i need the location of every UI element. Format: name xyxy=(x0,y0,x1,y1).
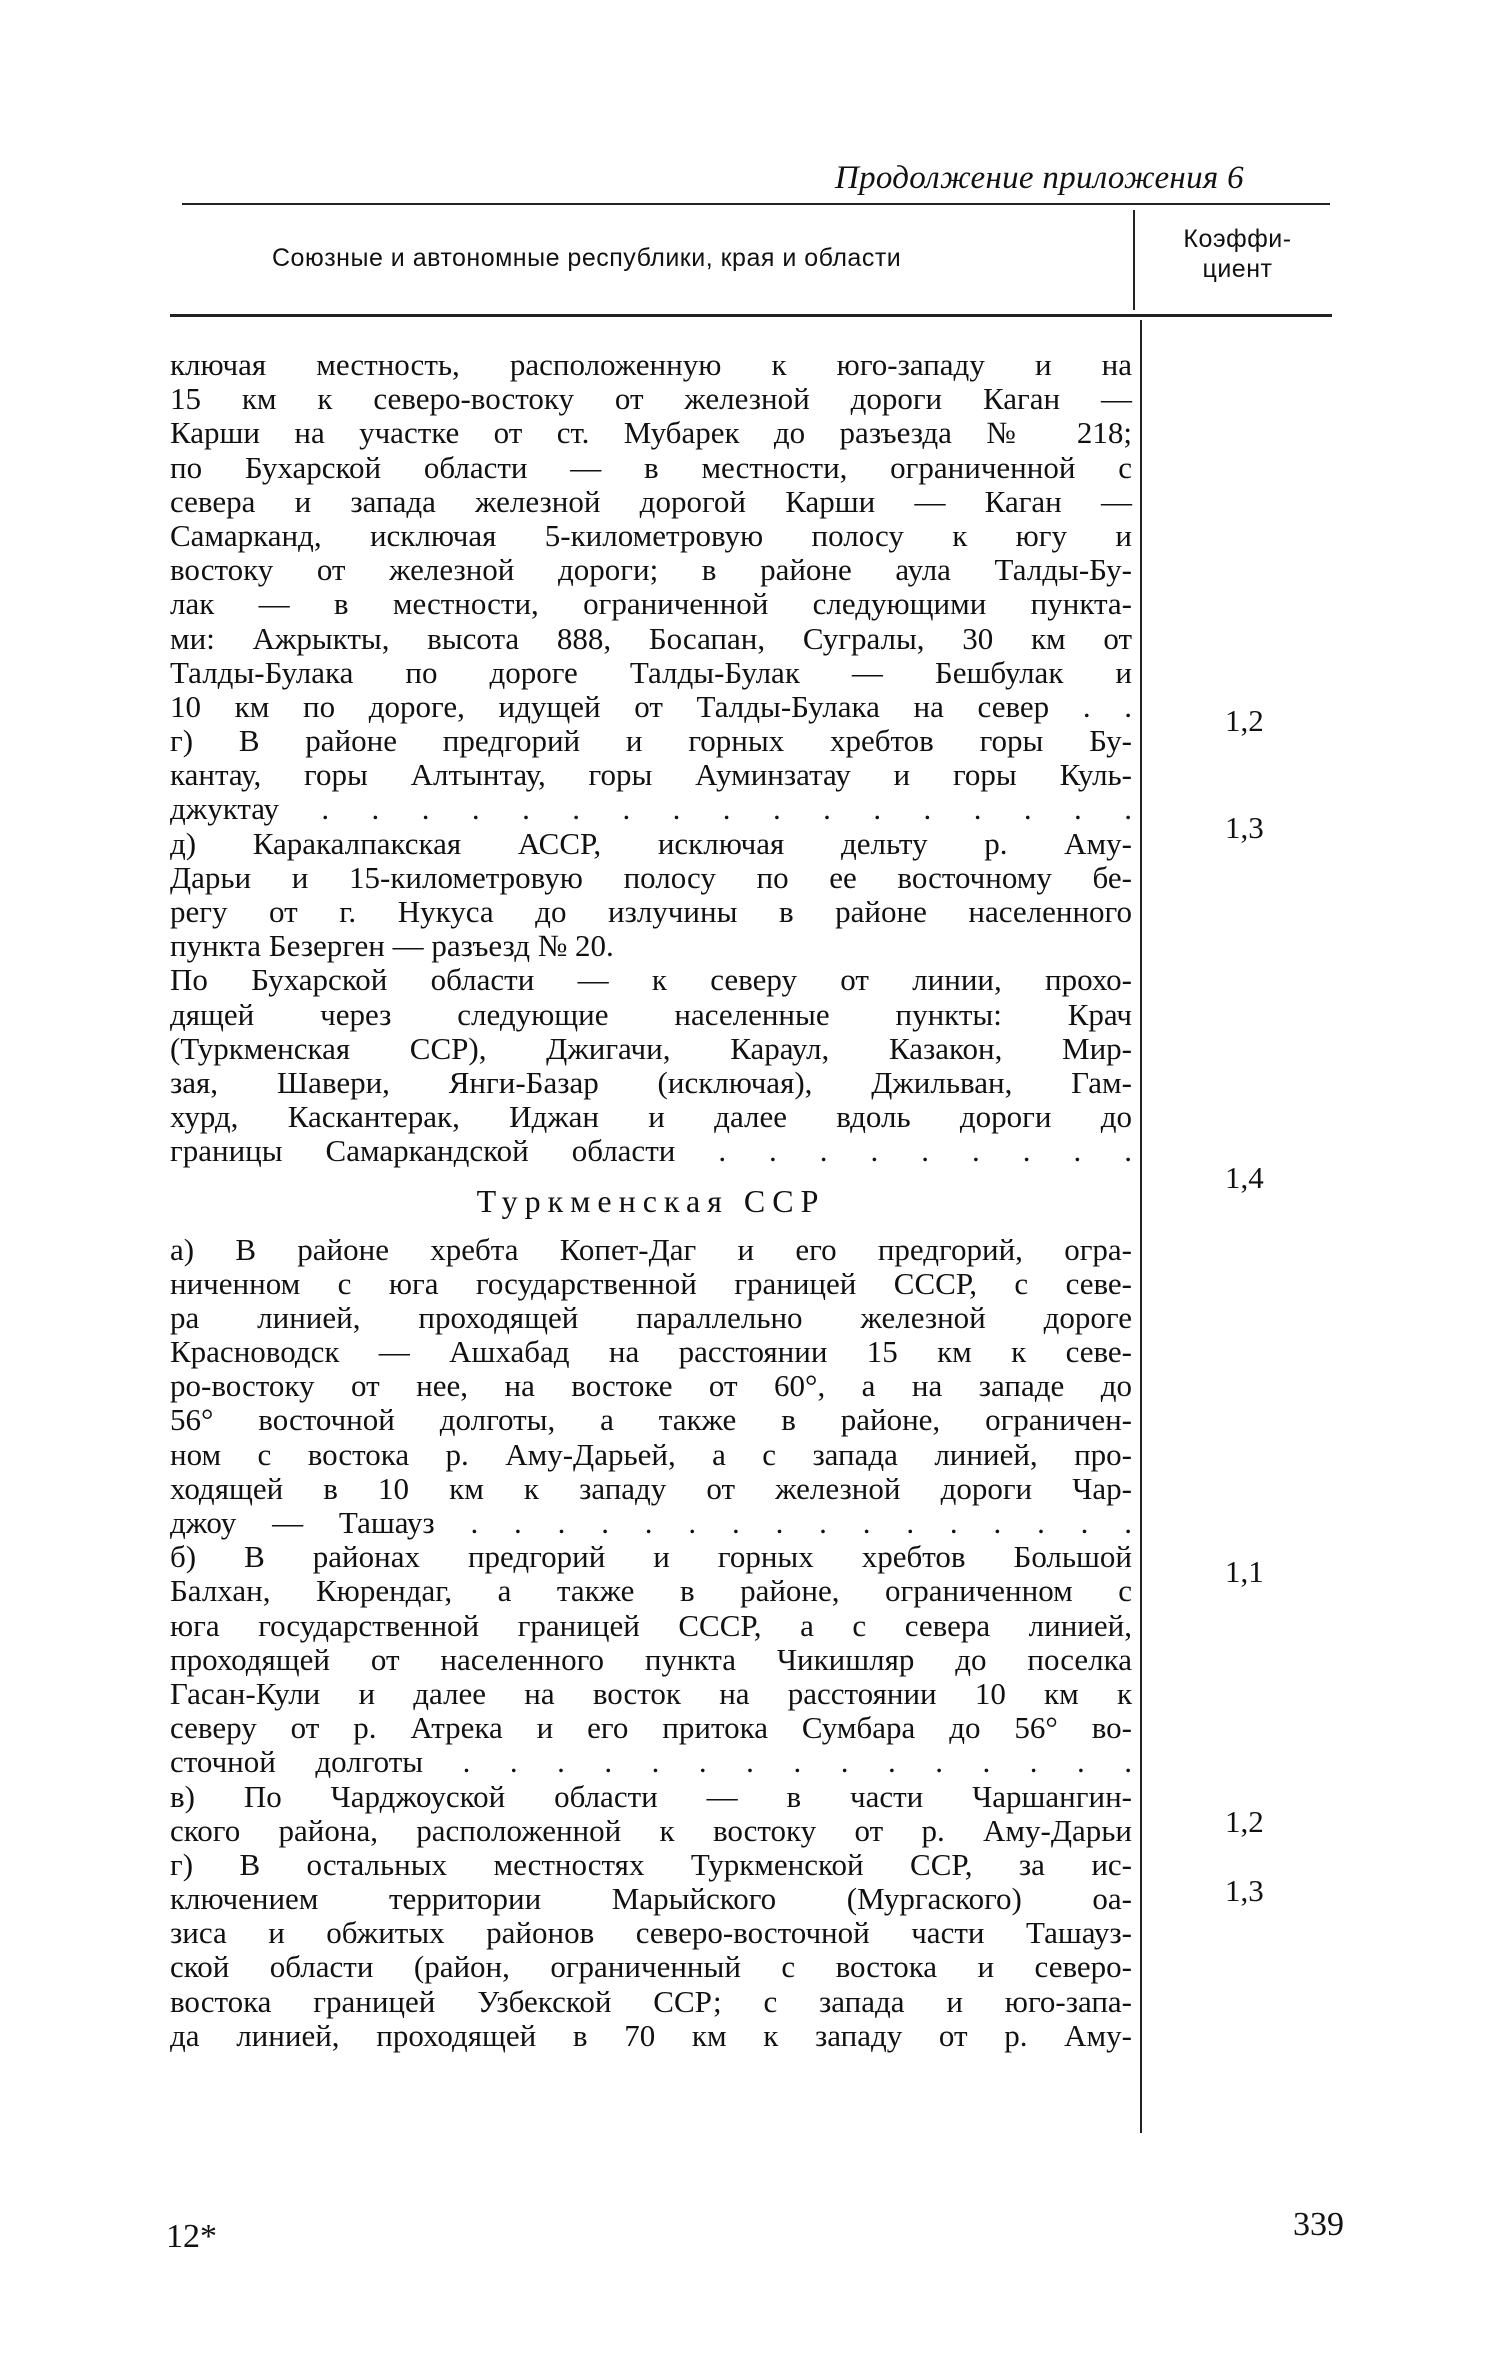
table-body-text xyxy=(170,348,1132,2053)
text-line: ми: Ажрыкты, высота 888, Босапан, Сугралы, 30 км от xyxy=(170,620,1132,656)
text-line: лак — в местности, ограниченной следующими пункта- xyxy=(170,586,1132,622)
table-header-rule xyxy=(170,314,1332,317)
text-line: ходящей в 10 км к западу от железной дороги Чар- xyxy=(170,1470,1132,1506)
text-line: ского района, расположенной к востоку от р. Аму-Дарьи xyxy=(170,1812,1132,1848)
text-line: по Бухарской области — в местности, ограниченной с xyxy=(170,449,1132,485)
text-line: ключением территории Марыйского (Мургаского) оа- xyxy=(170,1881,1132,1917)
column-header-coefficient xyxy=(1150,224,1325,284)
text-line: ключая местность, расположенную к юго-западу и на xyxy=(170,347,1132,382)
text-line: северу от р. Атрека и его притока Сумбара до 56° во- xyxy=(170,1710,1132,1746)
text-line: ро-востоку от нее, на востоке от 60°, а на западе до xyxy=(170,1368,1132,1404)
text-line: востоку от железной дороги; в районе аула Талды-Бу- xyxy=(170,552,1132,588)
text-line: г) В остальных местностях Туркменской ССР, за ис- xyxy=(170,1846,1132,1882)
text-line: Гасан-Кули и далее на восток на расстоянии 10 км к xyxy=(170,1675,1132,1711)
section-heading-turkmen-ssr: Туркменская ССР xyxy=(476,1182,826,1219)
body-column-divider xyxy=(1140,320,1142,2133)
text-line: д) Каракалпакская АССР, исключая дельту р. Аму- xyxy=(170,825,1132,861)
text-line: ниченном с юга государственной границей СССР, с севе- xyxy=(170,1265,1132,1301)
coefficient-value: 1,4 xyxy=(1225,1160,1264,1195)
text-line: По Бухарской области — к северу от линии, прохо- xyxy=(170,962,1132,998)
text-line: кантау, горы Алтынтау, горы Ауминзатау и горы Куль- xyxy=(170,757,1132,793)
text-line: ской области (район, ограниченный с востока и северо- xyxy=(170,1949,1132,1985)
text-line: Карши на участке от ст. Мубарек до разъезда № 218; xyxy=(170,415,1132,451)
text-line: 56° восточной долготы, а также в районе, ограничен- xyxy=(170,1402,1132,1438)
text-line: Талды-Булака по дороге Талды-Булак — Бешбулак и xyxy=(170,654,1132,690)
coefficient-value: 1,3 xyxy=(1225,1873,1264,1908)
table-top-rule xyxy=(182,203,1330,205)
text-line: 15 км к северо-востоку от железной дороги Каган — xyxy=(170,381,1132,417)
page-number: 339 xyxy=(1293,2206,1344,2243)
text-line: ном с востока р. Аму-Дарьей, а с запада линией, про- xyxy=(170,1436,1132,1472)
text-line: сточной долготы . . . . . . . . . . . . . . . xyxy=(170,1744,1132,1780)
text-line: зая, Шавери, Янги-Базар (исключая), Джильван, Гам- xyxy=(170,1064,1132,1100)
coefficient-value: 1,2 xyxy=(1225,1804,1264,1839)
text-line: проходящей от населенного пункта Чикишляр до поселка xyxy=(170,1641,1132,1677)
continuation-header: Продолжение приложения 6 xyxy=(835,160,1244,196)
text-line: востока границей Узбекской ССР; с запада и юго-запа- xyxy=(170,1983,1132,2019)
text-line: а) В районе хребта Копет-Даг и его предгорий, огра- xyxy=(170,1231,1132,1267)
text-line: юга государственной границей СССР, а с севера линией, xyxy=(170,1607,1132,1643)
text-line: б) В районах предгорий и горных хребтов Большой xyxy=(170,1539,1132,1575)
text-line: джоу — Ташауз . . . . . . . . . . . . . . . . xyxy=(170,1505,1132,1540)
coefficient-value: 1,2 xyxy=(1225,703,1264,738)
coefficient-header-line1: Коэффи- xyxy=(1183,225,1292,253)
column-header-regions: Союзные и автономные республики, края и области xyxy=(272,244,902,272)
text-line: (Туркменская ССР), Джигачи, Караул, Казакон, Мир- xyxy=(170,1030,1132,1066)
coefficient-value: 1,1 xyxy=(1225,1554,1264,1589)
signature-mark: 12* xyxy=(166,2218,217,2255)
text-line: в) По Чарджоуской области — в части Чаршангин- xyxy=(170,1778,1132,1814)
text-line: г) В районе предгорий и горных хребтов горы Бу- xyxy=(170,723,1132,759)
text-line: дящей через следующие населенные пункты: Крач xyxy=(170,996,1132,1032)
text-line: хурд, Каскантерак, Иджан и далее вдоль дороги до xyxy=(170,1099,1132,1135)
text-line: да линией, проходящей в 70 км к западу от р. Аму- xyxy=(170,2017,1132,2053)
text-line: ра линией, проходящей параллельно железной дороге xyxy=(170,1299,1132,1335)
text-line: зиса и обжитых районов северо-восточной части Ташауз- xyxy=(170,1915,1132,1951)
text-line: Балхан, Кюрендаг, а также в районе, ограниченном с xyxy=(170,1573,1132,1609)
coefficient-value: 1,3 xyxy=(1225,810,1264,845)
coefficient-header-line2: циент xyxy=(1202,255,1273,283)
header-column-divider xyxy=(1133,210,1135,310)
text-line: севера и запада железной дорогой Карши — Каган — xyxy=(170,483,1132,519)
text-line: границы Самаркандской области . . . . . . . . . xyxy=(170,1133,1132,1169)
text-line: Дарьи и 15-километровую полосу по ее восточному бе- xyxy=(170,859,1132,895)
text-line: Красноводск — Ашхабад на расстоянии 15 км к севе- xyxy=(170,1334,1132,1370)
text-line: Самарканд, исключая 5-километровую полосу к югу и xyxy=(170,517,1132,553)
text-line: пункта Безерген — разъезд № 20. xyxy=(170,928,614,964)
text-line: джуктау . . . . . . . . . . . . . . . . . xyxy=(170,791,1132,827)
text-line: регу от г. Нукуса до излучины в районе населенного xyxy=(170,894,1132,929)
text-line: 10 км по дороге, идущей от Талды-Булака на север . . xyxy=(170,688,1132,724)
